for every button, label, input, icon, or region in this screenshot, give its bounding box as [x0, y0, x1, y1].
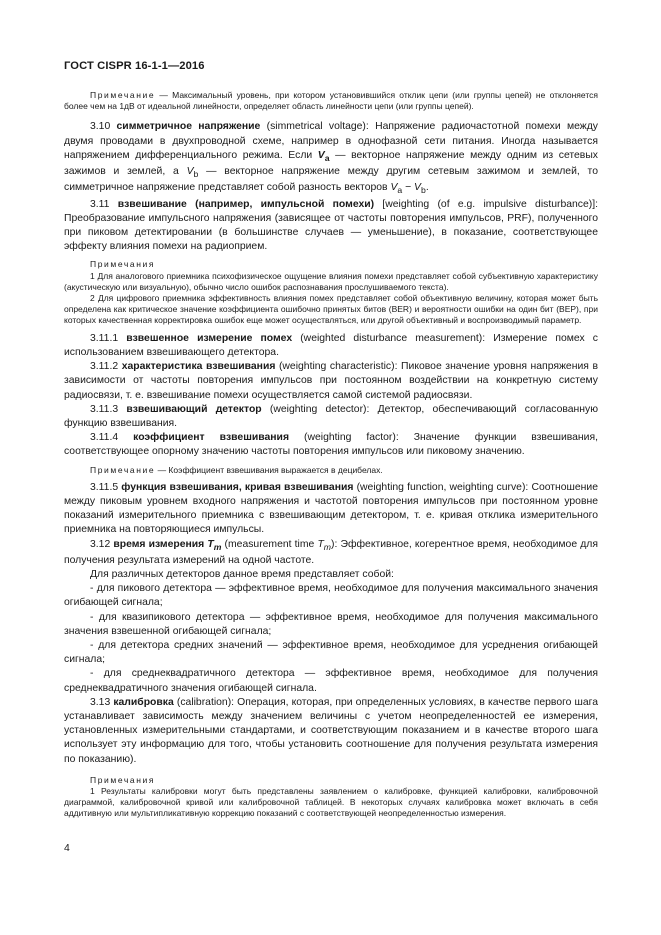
term: коэффициент взвешивания — [133, 432, 290, 444]
section-3-12 — [64, 538, 598, 568]
section-number: 3.11.3 — [90, 403, 127, 415]
section-number: 3.13 — [90, 696, 114, 708]
note-item: 2 Для цифрового приемника эффективность влияния помех представляет собой объективную величину, которая может быть определена как критическое значение коэффициента ошибочно принятых битов (BER) и вероятности ошибки на один бит (ВЕР), при которых качественная корректировка ошибок еще может осуществляться, или другой объективный и воспроизводимый параметр. — [64, 293, 598, 326]
term: калибровка — [113, 696, 174, 708]
symbol-subscript: b — [193, 169, 199, 180]
note-label: Примечание — [90, 464, 156, 475]
definition-text: — векторное напряжение между одним из сетевых зажимов и землей, а — [64, 149, 598, 178]
notes-title: Примечания — [90, 774, 156, 785]
section-3-13 — [64, 696, 598, 767]
term: характеристика взвешивания — [121, 361, 276, 373]
list-item: - для пикового детектора — эффективное время, необходимое для получения максимального значения огибающей сигнала; — [64, 583, 598, 609]
term: взвешивающий детектор — [126, 403, 262, 415]
symbol-subscript: a — [324, 152, 330, 163]
list-item: - для квазипикового детектора — эффективное время, необходимое для получения максимального значения взвешенной огибающей сигнала; — [64, 611, 598, 637]
definition-text: (weighting function, weighting curve): Соотношение между пиковым уровнем входного напряжения и частотой повторения импульсов при постоянном уровне показаний измерительного приемника с взвешивающим детектором, т. е. кривая отклика измерительного приемника на повторяющиеся импульсы. — [64, 481, 598, 536]
symbol: T — [317, 538, 324, 550]
section-3-11-5 — [64, 481, 598, 538]
symbol: V — [390, 182, 398, 194]
section-3-11-1 — [64, 332, 598, 360]
note-item: 1 Для аналогового приемника психофизическое ощущение влияния помехи представляет собой субъективную характеристику (акустическую или визуальную), обычно число ошибок распознавания прослушиваемого текста). — [64, 270, 598, 292]
symbol: T — [207, 538, 214, 550]
definition-text: (weighting detector): Детектор, обеспечивающий согласованную функцию взвешивания. — [64, 403, 598, 429]
symbol: V — [317, 149, 325, 161]
paragraph: Для различных детекторов данное время представляет собой: — [90, 569, 394, 581]
definition-text: [weighting (of e.g. impulsive disturbance)]: Преобразование импульсного напряжения (зависящее от частоты повторения импульсов, PRF), полученного при пиковом детектировании (в большинстве случаев — уменьшение), в показание, соответствующее эффекту влияния помехи на радиоприем. — [64, 198, 598, 253]
note-item: 1 Результаты калибровки могут быть представлены заявлением о калибровке, функцией калибровки, калибровочной диаграммой, калибровочной кривой или калибровочной таблицей. В некоторых случаях калибровка может включать в себя аддитивную или мультипликативную коррекцию показаний с соответствующей неопределенностью измерения. — [64, 786, 598, 819]
definition-text: (measurement time — [221, 538, 318, 550]
operator: − — [402, 182, 415, 194]
definition-text: ): Эффективное, когерентное время, необходимое для получения результата измерений на одной частоте. — [64, 538, 598, 566]
note-label: Примечание — [90, 90, 156, 100]
definition-text: — векторное напряжение между другим сетевым зажимом и землей, то симметричное напряжение представляет собой разность векторов — [64, 166, 598, 194]
symbol: V — [186, 166, 194, 178]
definition-text: (simmetrical voltage): Напряжение радиочастотной помехи между двумя проводами в двухпроводной схеме, например в однофазной сети питания. Иногда называется напряжением дифференциального режима. Если — [64, 121, 598, 161]
section-3-11 — [64, 198, 598, 255]
document-header: ГОСТ CISPR 16-1-1—2016 — [64, 60, 205, 72]
definition-text: (calibration): Операция, которая, при определенных условиях, в качестве первого шага устанавливает зависимость между значением величины с учетом неопределенностей ее измерения, установленных измерительными стандартами, и соответствующим показанием и в качестве второго шага использует эту информацию для того, чтобы установить соотношение для получения результата измерения по показанию). — [64, 696, 598, 765]
definition-text: (weighting factor): Значение функции взвешивания, соответствующее опорному значению частоты повторения импульсов или пиковому значению. — [64, 432, 598, 458]
section-3-11-4 — [64, 431, 598, 459]
list-item: - для детектора средних значений — эффективное время, необходимое для усреднения огибающей сигнала; — [64, 640, 598, 666]
symbol-subscript: m — [213, 541, 222, 552]
term: функция взвешивания, кривая взвешивания — [121, 481, 354, 493]
note-top — [64, 90, 598, 112]
section-number: 3.11.4 — [90, 432, 134, 444]
section-number: 3.11.1 — [90, 332, 127, 344]
list-item: - для среднеквадратичного детектора — эффективное время, необходимое для получения среднеквадратичного значения огибающей сигнала. — [64, 668, 598, 694]
term: время измерения — [113, 538, 208, 550]
note-text: — Максимальный уровень, при котором установившийся отклик цепи (или группы цепей) не отклоняется более чем на 1дВ от идеальной линейности, определяет область линейности цепи (или группы цепей). — [64, 90, 598, 112]
section-3-11-3 — [64, 403, 598, 431]
definition-text: (weighting characteristic): Пиковое значение уровня напряжения в зависимости от частоты повторения импульсов при постоянном воздействии на конкретную систему радиосвязи, т. е. взвешивание помехи осуществляется самой системой радиосвязи. — [64, 361, 598, 401]
definition-text: . — [425, 182, 429, 194]
note-text: — Коэффициент взвешивания выражается в децибелах. — [155, 464, 383, 475]
page-number: 4 — [64, 843, 70, 854]
section-number: 3.10 — [90, 121, 117, 133]
symbol-subscript: b — [420, 185, 426, 196]
term: симметричное напряжение — [116, 121, 261, 133]
symbol: V — [414, 182, 421, 194]
term: взвешенное измерение помех — [126, 332, 293, 344]
note-3-11-4 — [64, 465, 598, 476]
section-number: 3.12 — [90, 538, 114, 550]
section-number: 3.11.2 — [90, 361, 122, 373]
definition-text: (weighted disturbance measurement): Измерение помех с использованием взвешивающего детектора. — [64, 332, 598, 358]
section-number: 3.11.5 — [90, 481, 122, 493]
term: взвешивание (например, импульсной помехи) — [117, 198, 375, 210]
section-3-11-2 — [64, 360, 598, 403]
section-number: 3.11 — [90, 198, 118, 210]
symbol-subscript: m — [323, 541, 332, 552]
notes-title: Примечания — [90, 259, 156, 270]
page-content — [64, 90, 598, 820]
symbol-subscript: a — [397, 185, 403, 196]
section-3-10 — [64, 120, 598, 197]
